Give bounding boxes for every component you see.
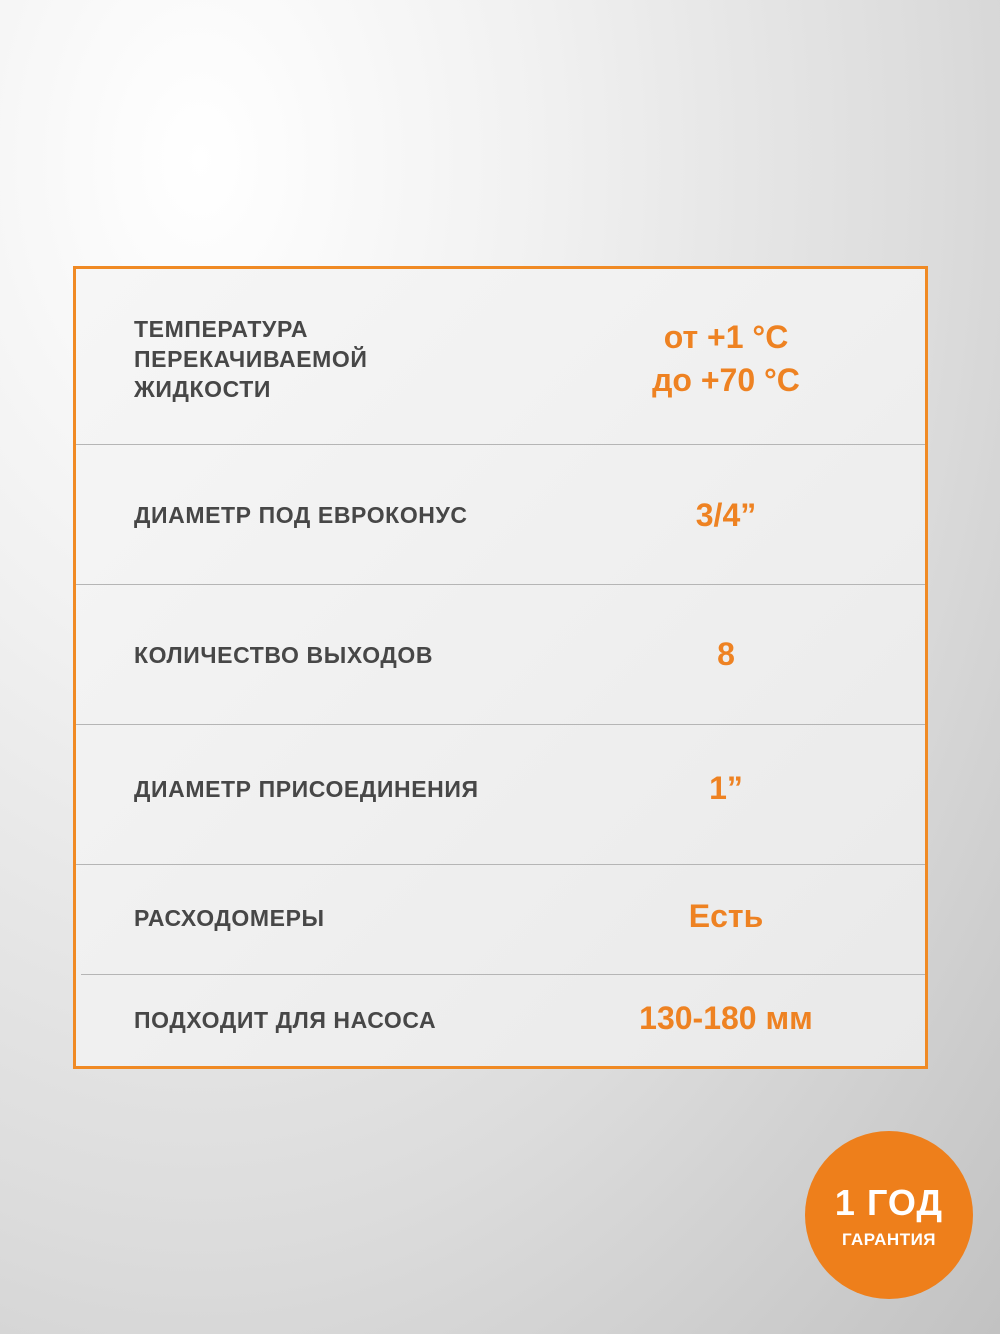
- warranty-badge: [805, 1131, 973, 1299]
- spec-row-euroconus-diameter: [76, 445, 925, 585]
- spec-label: ПОДХОДИТ ДЛЯ НАСОСА: [134, 1007, 437, 1033]
- spec-label: РАСХОДОМЕРЫ: [134, 905, 325, 931]
- spec-value: 3/4”: [695, 497, 757, 533]
- spec-label: КОЛИЧЕСТВО ВЫХОДОВ: [134, 642, 434, 668]
- spec-value: 8: [717, 636, 735, 672]
- spec-row-pump-size: [76, 975, 925, 1066]
- spec-value: от +1 °С до +70 °С: [652, 319, 800, 398]
- spec-value: Есть: [688, 898, 764, 934]
- spec-row-temperature: [76, 269, 925, 445]
- warranty-badge-title: 1 ГОД: [834, 1182, 944, 1223]
- spec-label: ТЕМПЕРАТУРА ПЕРЕКАЧИВАЕМОЙ ЖИДКОСТИ: [134, 316, 368, 402]
- spec-value: 130-180 мм: [639, 1000, 813, 1036]
- warranty-badge-subtitle: ГАРАНТИЯ: [841, 1230, 937, 1249]
- spec-label: ДИАМЕТР ПОД ЕВРОКОНУС: [134, 502, 468, 528]
- spec-label: ДИАМЕТР ПРИСОЕДИНЕНИЯ: [134, 776, 479, 802]
- spec-table: [73, 266, 928, 1069]
- spec-row-flowmeters: [76, 865, 925, 974]
- spec-value: 1”: [709, 770, 743, 806]
- spec-row-outlets-count: [76, 585, 925, 725]
- spec-row-connection-diameter: [76, 725, 925, 865]
